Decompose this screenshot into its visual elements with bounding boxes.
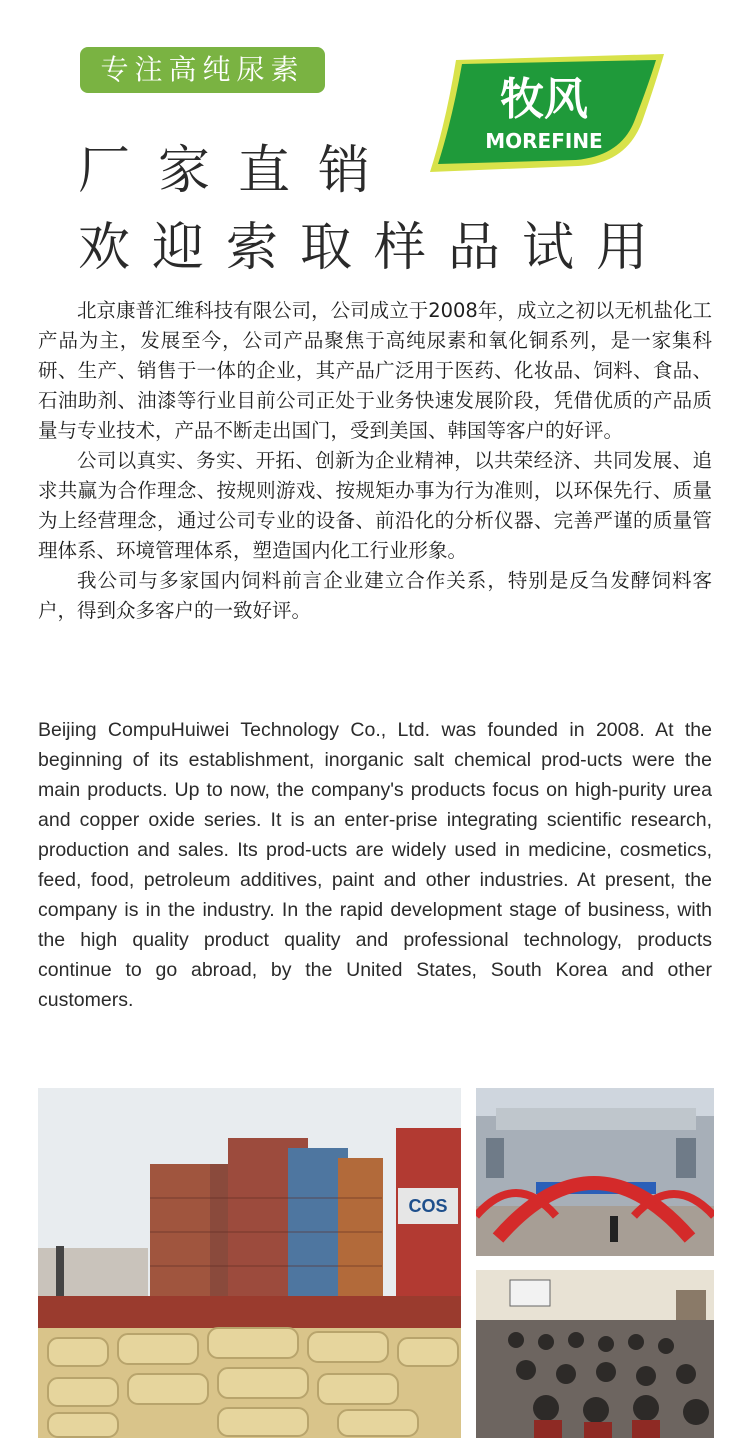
tagline-badge: 专注高纯尿素: [80, 47, 325, 93]
intro-paragraph: 公司以真实、务实、开拓、创新为企业精神，以共荣经济、共同发展、追求共赢为合作理念、按规则游戏、按规矩办事为行为准则，以环保先行、质量为上经营理念，通过公司专业的设备、前沿化的分析仪器、完善严谨的质量管理体系、环境管理体系，塑造国内化工行业形象。: [38, 449, 712, 562]
headline-sample-request: 欢迎索取样品试用: [78, 218, 671, 278]
warehouse-containers-photo: [38, 1088, 461, 1438]
logo-en-text: MOREFINE: [485, 129, 603, 153]
intro-paragraph: 北京康普汇维科技有限公司，公司成立于2008年，成立之初以无机盐化工产品为主，发展至今，公司产品聚焦于高纯尿素和氧化铜系列，是一家集科研、生产、销售于一体的企业，其产品广泛用于医药、化妆品、饲料、食品、石油助剂、油漆等行业目前公司正处于业务快速发展阶段，凭借优质的产品质量与专业技术，产品不断走出国门，受到美国、韩国等客户的好评。: [38, 299, 712, 442]
morefine-logo: [428, 52, 668, 174]
exhibition-entrance-photo: [476, 1088, 714, 1256]
logo-cn-text: 牧风: [500, 74, 588, 125]
intro-english: Beijing CompuHuiwei Technology Co., Ltd. was founded in 2008. At the beginning of its establishment, inorganic salt chemical prod-ucts were the main products. Up to now, the company's products focus on high-purity urea and copper oxide series. It is an enter-prise integrating scientific research, production and sales. Its prod-ucts are widely used in medicine, cosmetics, feed, food, petroleum additives, paint and other industries. At present, the company is in the industry. In the rapid development stage of business, with the high quality product quality and professional technology, products continue to go abroad, by the United States, South Korea and other customers.: [38, 719, 712, 1011]
intro-chinese: [38, 296, 712, 626]
conference-meeting-photo: [476, 1270, 714, 1438]
container-label: COS: [408, 1196, 448, 1216]
intro-paragraph: 我公司与多家国内饲料前言企业建立合作关系，特别是反刍发酵饲料客户，得到众多客户的一致好评。: [38, 569, 712, 622]
headline-direct-sale: 厂家直销: [78, 141, 399, 201]
